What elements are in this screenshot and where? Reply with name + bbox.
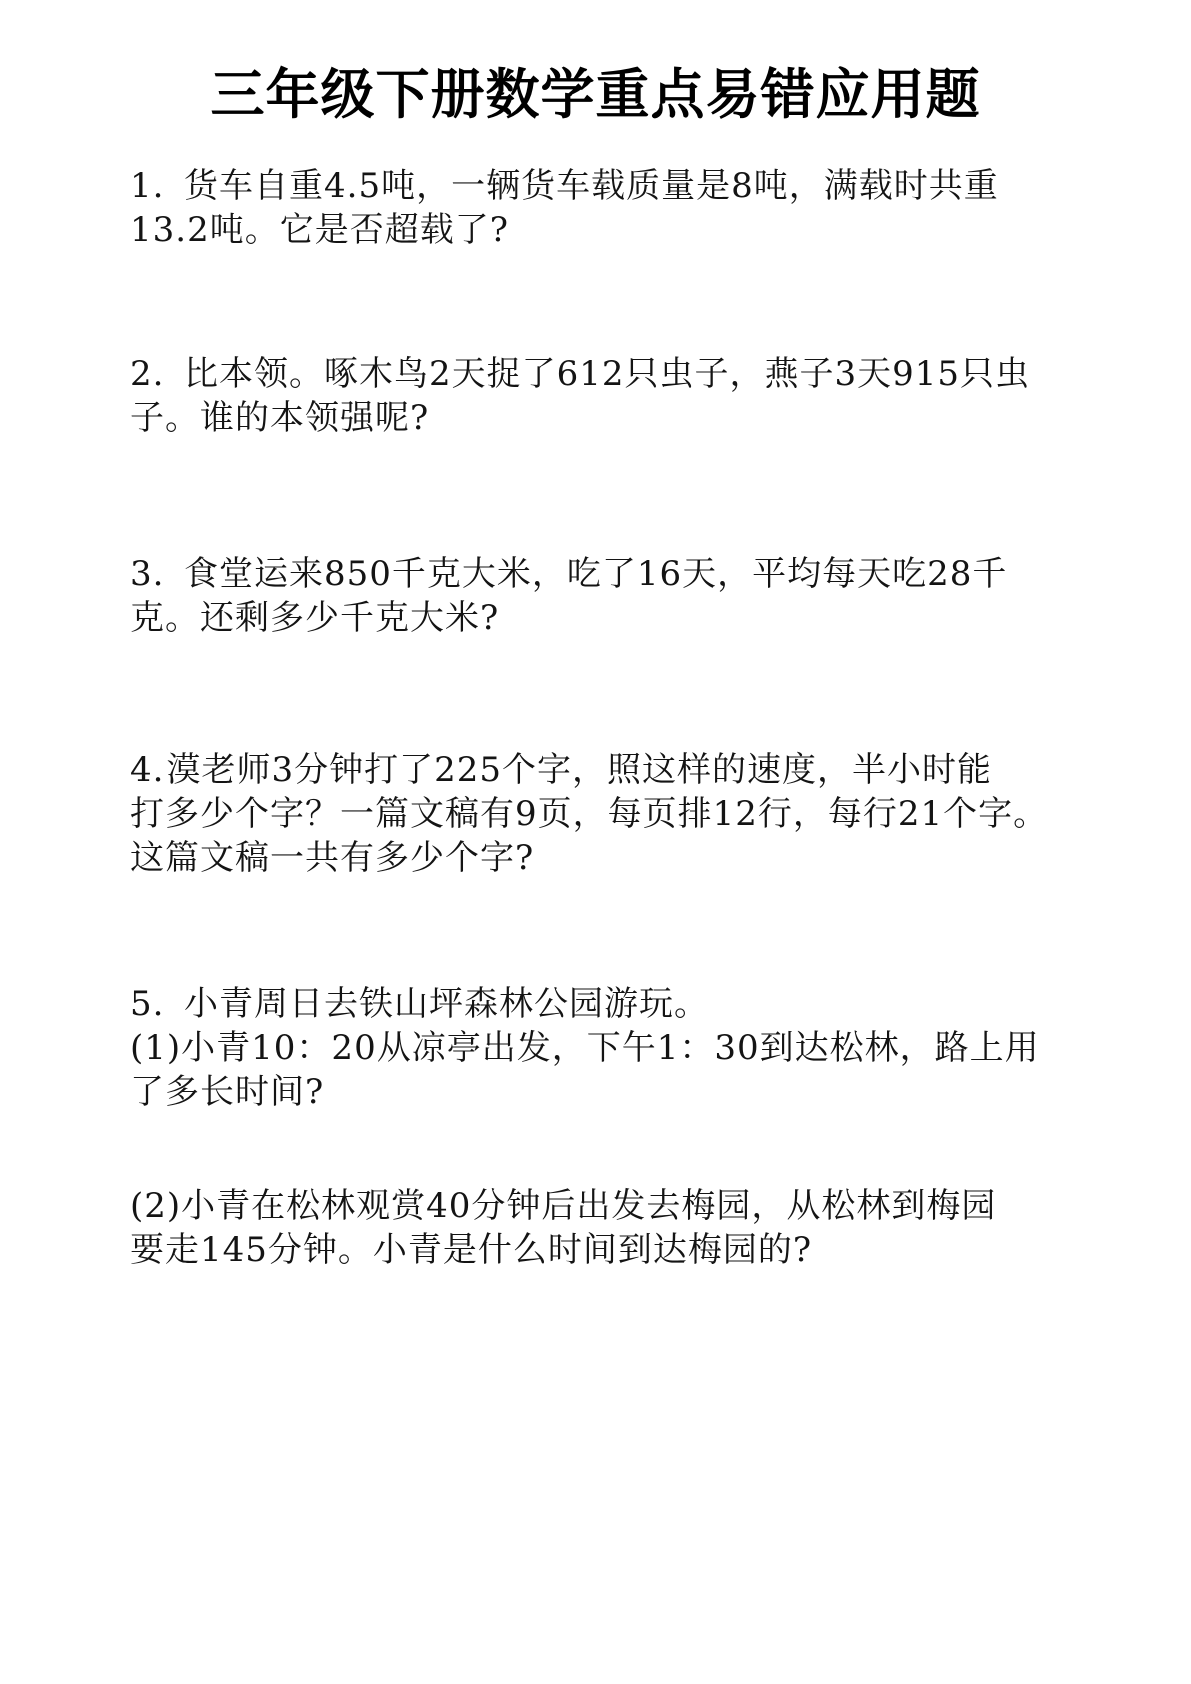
problem-5 bbox=[130, 982, 1120, 1114]
problem-5-sub-1-text-1: 小青10：20从凉亭出发，下午1：30到达松林，路上用 bbox=[181, 1028, 1040, 1068]
problem-3-text-2: 克。还剩多少千克大米? bbox=[130, 598, 500, 638]
problem-5-sub-2-label: (2) bbox=[130, 1186, 182, 1226]
problem-5-sub-2-line-1 bbox=[130, 1184, 1120, 1228]
problem-2-line-1 bbox=[130, 352, 1120, 396]
problem-5-text-1: 小青周日去铁山坪森林公园游玩。 bbox=[184, 984, 709, 1024]
problem-4-number: 4. bbox=[130, 750, 165, 790]
problem-1 bbox=[130, 164, 1120, 252]
problem-5-number: 5. bbox=[130, 984, 165, 1024]
problem-4-text-3: 这篇文稿一共有多少个字? bbox=[130, 838, 535, 878]
problem-4-text-1: 漠老师3分钟打了225个字，照这样的速度，半小时能 bbox=[166, 750, 992, 790]
problem-5-sub-2-text-1: 小青在松林观赏40分钟后出发去梅园，从松林到梅园 bbox=[181, 1186, 997, 1226]
problem-4 bbox=[130, 748, 1120, 880]
problem-2-number: 2. bbox=[130, 354, 165, 394]
problem-1-text-2: 13.2吨。它是否超载了? bbox=[130, 210, 509, 250]
problem-3-line-1 bbox=[130, 552, 1120, 596]
problem-2-text-2: 子。谁的本领强呢? bbox=[130, 398, 430, 438]
problem-2 bbox=[130, 352, 1120, 440]
problem-3 bbox=[130, 552, 1120, 640]
problem-5-line-1 bbox=[130, 982, 1120, 1026]
problem-5-sub-1-line-1 bbox=[130, 1026, 1120, 1070]
problem-2-text-1: 比本领。啄木鸟2天捉了612只虫子，燕子3天915只虫 bbox=[184, 354, 1031, 394]
problem-4-line-1 bbox=[130, 748, 1120, 792]
problem-1-text-1: 货车自重4.5吨，一辆货车载质量是8吨，满载时共重 bbox=[184, 166, 999, 206]
problem-5-sub-1-text-2: 了多长时间? bbox=[130, 1072, 325, 1112]
problem-3-text-1: 食堂运来850千克大米，吃了16天，平均每天吃28千 bbox=[184, 554, 1008, 594]
problem-3-number: 3. bbox=[130, 554, 165, 594]
problem-5-sub-2-text-2: 要走145分钟。小青是什么时间到达梅园的? bbox=[130, 1230, 813, 1270]
problem-5-sub-2 bbox=[130, 1184, 1120, 1272]
problem-1-number: 1. bbox=[130, 166, 165, 206]
page-title: 三年级下册数学重点易错应用题 bbox=[210, 63, 981, 126]
problem-1-line-1 bbox=[130, 164, 1120, 208]
problem-4-text-2: 打多少个字？一篇文稿有9页，每页排12行，每行21个字。 bbox=[130, 794, 1049, 834]
problem-5-sub-1-label: (1) bbox=[130, 1028, 182, 1068]
